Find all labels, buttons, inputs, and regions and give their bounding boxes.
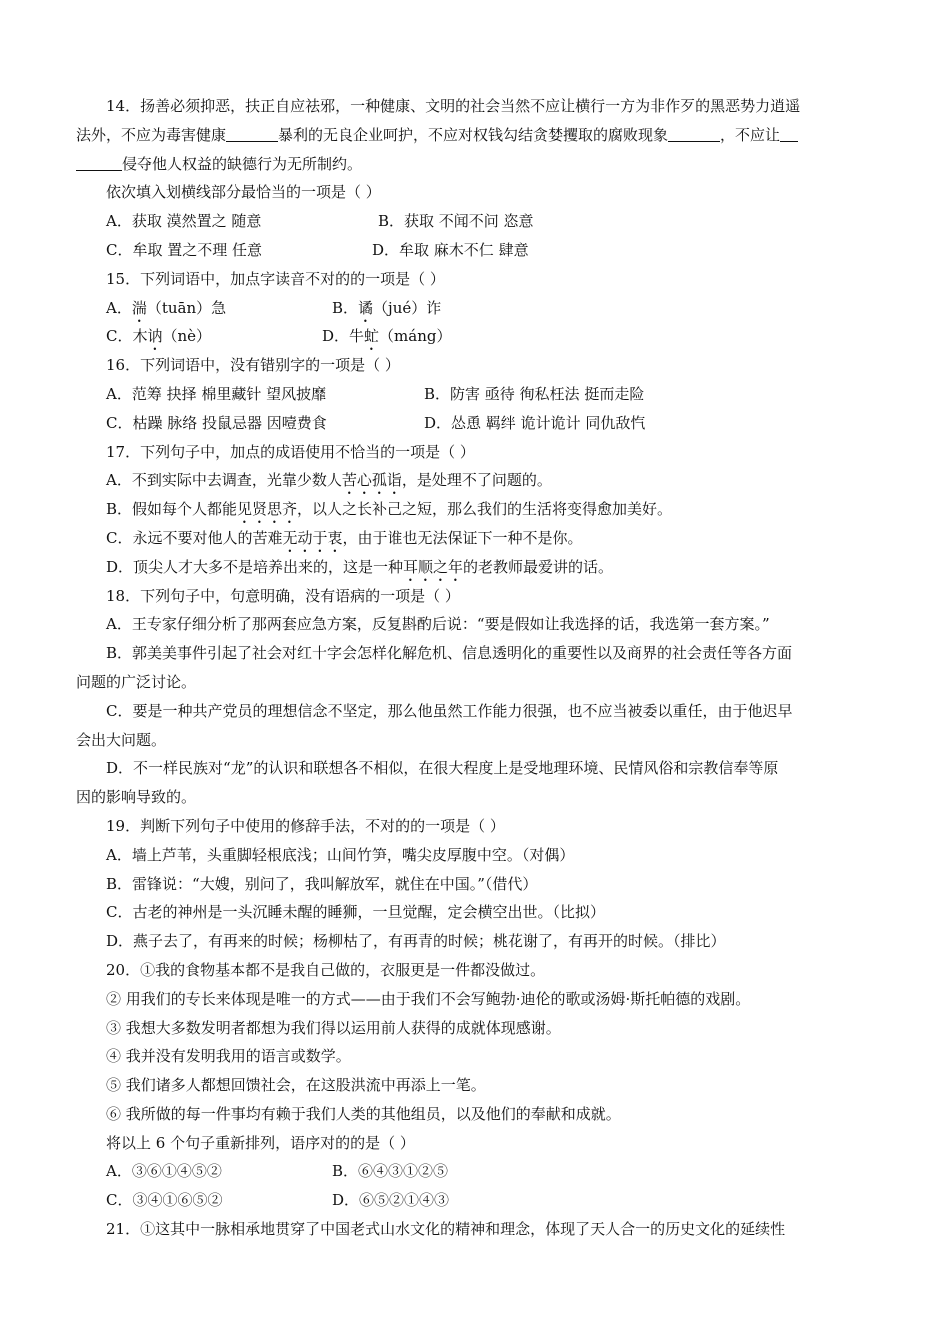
q19-option-b: B．雷锋说：“大嫂，别问了，我叫解放军，就住在中国。”（借代） bbox=[106, 874, 538, 893]
q17-text: B．假如每个人都能 bbox=[106, 500, 238, 519]
q15-text: （tuān）急 bbox=[146, 298, 227, 317]
q15-option-b bbox=[332, 294, 441, 326]
q17-text: 的老教师最爱讲的话。 bbox=[463, 557, 614, 576]
q19-option-d: D．燕子去了，有再来的时候；杨柳枯了，有再青的时候；桃花谢了，有再开的时候。（排比） bbox=[106, 932, 726, 951]
q14-line2 bbox=[76, 121, 876, 150]
dotted-char: 湍 bbox=[131, 298, 147, 317]
q14-option-b: B．获取 不闻不问 恣意 bbox=[378, 212, 534, 231]
q20-sentence-4: ④ 我并没有发明我用的语言或数学。 bbox=[106, 1047, 351, 1066]
q14-option-a: A．获取 漠然置之 随意 bbox=[106, 212, 262, 231]
q21-line1: 21．①这其中一脉相承地贯穿了中国老式山水文化的精神和理念，体现了天人合一的历史文化的延续性 bbox=[106, 1220, 786, 1239]
q20-options-ab bbox=[76, 1157, 876, 1186]
dotted-char: 讷 bbox=[147, 327, 163, 346]
q14-line3 bbox=[76, 150, 876, 179]
q19-option-a: A．墙上芦苇，头重脚轻根底浅；山间竹笋，嘴尖皮厚腹中空。（对偶） bbox=[106, 845, 575, 864]
q20-options-cd bbox=[76, 1186, 876, 1215]
q17-option-b bbox=[76, 495, 876, 524]
q14-line1 bbox=[76, 92, 876, 121]
q20-sentence-5: ⑤ 我们诸多人都想回馈社会，在这股洪流中再添上一笔。 bbox=[106, 1076, 486, 1095]
q18-option-c-line1: C．要是一种共产党员的理想信念不坚定，那么他虽然工作能力很强，也不应当被委以重任，由于他迟早 bbox=[106, 701, 793, 720]
q14-stem: 依次填入划横线部分最恰当的一项是（ ） bbox=[106, 183, 381, 202]
q17-text: ，是处理不了问题的。 bbox=[401, 471, 552, 490]
q19-stem: 19．判断下列句子中使用的修辞手法，不对的的一项是（ ） bbox=[106, 816, 505, 835]
q18-stem: 18．下列句子中，句意明确，没有语病的一项是（ ） bbox=[106, 586, 460, 605]
q17-text: D．顶尖人才大多不是培养出来的，这是一种 bbox=[106, 557, 404, 576]
q17-text: ，以人之长补己之短，那么我们的生活将变得愈加美好。 bbox=[297, 500, 673, 519]
q20-option-a: A．③⑥①④⑤② bbox=[106, 1162, 222, 1181]
q18-option-b-line1: B．郭美美事件引起了社会对红十字会怎样化解危机、信息透明化的重要性以及商界的社会责任等各方面 bbox=[106, 644, 793, 663]
q20-stem: 将以上 6 个句子重新排列，语序对的的是（ ） bbox=[106, 1133, 415, 1152]
q15-option-a bbox=[106, 294, 332, 326]
dotted-idiom: 无动于衷 bbox=[282, 528, 343, 547]
q16-option-d: D．怂恿 羁绊 诡计诡计 同仇敌忾 bbox=[424, 413, 646, 432]
q15-label: D．牛 bbox=[322, 327, 365, 346]
q17-option-d bbox=[76, 553, 876, 582]
q15-option-d bbox=[322, 322, 451, 354]
q20-option-d: D．⑥⑤②①④③ bbox=[332, 1191, 450, 1210]
q15-option-c bbox=[106, 322, 322, 354]
q14-text: 侵夺他人权益的缺德行为无所制约。 bbox=[122, 154, 363, 173]
q18-option-a: A．王专家仔细分析了那两套应急方案，反复斟酌后说：“要是假如让我选择的话，我选第一套方案。” bbox=[106, 615, 770, 634]
dotted-char: 虻 bbox=[364, 327, 380, 346]
q16-option-a: A．范筹 抉择 棉里藏针 望风披靡 bbox=[106, 384, 327, 403]
q20-option-b: B．⑥④③①②⑤ bbox=[332, 1162, 449, 1181]
q17-option-a bbox=[76, 466, 876, 495]
q17-stem: 17．下列句子中，加点的成语使用不恰当的一项是（ ） bbox=[106, 442, 475, 461]
q17-text: C．永远不要对他人的苦难 bbox=[106, 528, 283, 547]
q14-option-d: D．牟取 麻木不仁 肆意 bbox=[372, 240, 529, 259]
q18-option-d-line1: D．不一样民族对“龙”的认识和联想各不相似，在很大程度上是受地理环境、民情风俗和宗教信奉等原 bbox=[106, 759, 779, 778]
q20-option-c: C．③④①⑥⑤② bbox=[106, 1191, 223, 1210]
q16-option-b: B．防害 亟待 徇私枉法 挺而走险 bbox=[424, 384, 645, 403]
q19-option-c: C．古老的神州是一头沉睡未醒的睡狮，一旦觉醒，定会横空出世。（比拟） bbox=[106, 903, 605, 922]
q14-options-cd bbox=[76, 236, 876, 265]
q20-sentence-3: ③ 我想大多数发明者都想为我们得以运用前人获得的成就体现感谢。 bbox=[106, 1018, 561, 1037]
q16-option-c: C．枯躁 脉络 投鼠忌器 因噎费食 bbox=[106, 413, 327, 432]
q14-options-ab bbox=[76, 207, 876, 236]
q20-sentence-6: ⑥ 我所做的每一件事均有赖于我们人类的其他组员，以及他们的奉献和成就。 bbox=[106, 1104, 621, 1123]
q20-sentence-2: ② 用我们的专长来体现是唯一的方式——由于我们不会写鲍勃·迪伦的歌或汤姆·斯托帕德的戏剧。 bbox=[106, 989, 751, 1008]
dotted-idiom: 耳顺之年 bbox=[403, 557, 464, 576]
q14-blank-3a bbox=[780, 123, 798, 142]
q18-option-b-line2: 问题的广泛讨论。 bbox=[76, 672, 197, 691]
q15-text: （nè） bbox=[162, 327, 212, 346]
dotted-idiom: 苦心孤诣 bbox=[341, 471, 402, 490]
q14-option-c: C．牟取 置之不理 任意 bbox=[106, 240, 263, 259]
q17-option-c bbox=[76, 524, 876, 553]
q15-options-cd bbox=[76, 322, 876, 351]
dotted-char: 谲 bbox=[358, 298, 374, 317]
q16-options-ab bbox=[76, 380, 876, 409]
q14-text: 法外，不应为毒害健康 bbox=[76, 125, 227, 144]
q15-options-ab bbox=[76, 294, 876, 323]
q14-blank-3b bbox=[76, 152, 122, 171]
q14-blank-2 bbox=[668, 123, 720, 142]
q15-label: C．木 bbox=[106, 327, 148, 346]
q17-text: ，由于谁也无法保证下一种不是你。 bbox=[342, 528, 583, 547]
q15-text: （máng） bbox=[379, 327, 452, 346]
q16-options-cd bbox=[76, 409, 876, 438]
q14-text: 14．扬善必须抑恶，扶正自应祛邪，一种健康、文明的社会当然不应让横行一方为非作歹的黑恶势力逍遥 bbox=[106, 97, 801, 115]
q17-text: A．不到实际中去调查，光靠少数人 bbox=[106, 471, 342, 490]
q20-sentence-1: 20．①我的食物基本都不是我自己做的，衣服更是一件都没做过。 bbox=[106, 960, 546, 979]
q14-text: 暴利的无良企业呵护，不应对权钱勾结贪婪攫取的腐败现象 bbox=[278, 125, 669, 144]
q16-stem: 16．下列词语中，没有错别字的一项是（ ） bbox=[106, 356, 400, 375]
dotted-idiom: 见贤思齐 bbox=[237, 500, 298, 519]
q18-option-c-line2: 会出大问题。 bbox=[76, 730, 167, 749]
exam-page bbox=[76, 92, 876, 1244]
q15-text: （jué）诈 bbox=[373, 298, 442, 317]
q14-text: ，不应让 bbox=[720, 125, 781, 144]
q14-blank-1 bbox=[226, 123, 278, 142]
q18-option-d-line2: 因的影响导致的。 bbox=[76, 788, 197, 807]
q15-stem: 15．下列词语中，加点字读音不对的的一项是（ ） bbox=[106, 269, 445, 288]
q15-label: A． bbox=[106, 298, 132, 317]
q15-label: B． bbox=[332, 298, 359, 317]
